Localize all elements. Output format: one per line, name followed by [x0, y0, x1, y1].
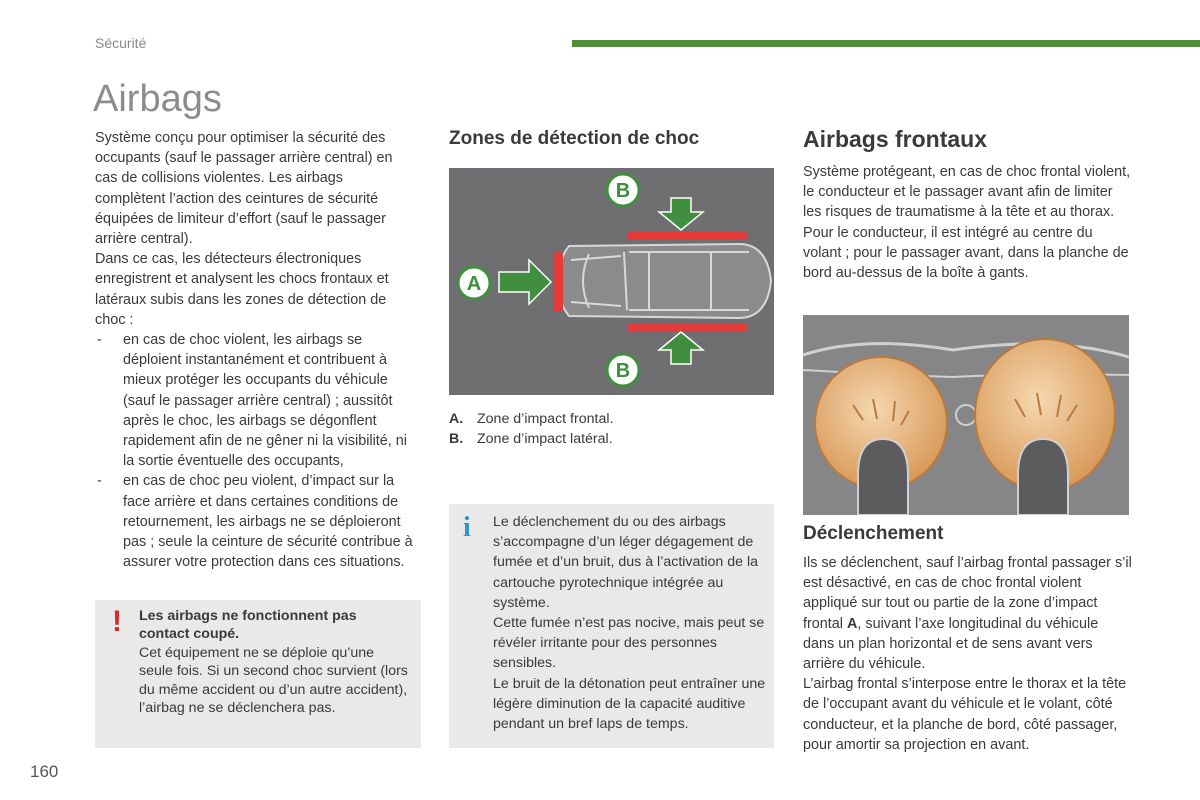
car-outline	[557, 244, 771, 318]
deployment-text-part-2: , suivant l’axe longitudinal du véhicule dans un plan horizontal et de sens avant vers arrière du véhicule.	[803, 615, 1099, 673]
list-item: - en cas de choc peu violent, d’impact sur la face arrière et dans certaines conditions de retournement, les airbags ne se déploieront pas ; seule la ceinture de sécurité contribue à assurer votre protection dans ces situations.	[95, 471, 413, 572]
page-number: 160	[30, 762, 59, 781]
info-icon: i	[463, 512, 471, 543]
warning-title: Les airbags ne fonctionnent pas contact coupé.	[139, 608, 357, 643]
zone-label-b-top	[607, 174, 639, 206]
zone-label-b-bottom-text: B	[615, 360, 631, 382]
legend-row-a	[449, 409, 769, 429]
impact-zones-diagram	[449, 168, 774, 395]
deployment-paragraph-1	[803, 553, 1133, 674]
intro-column	[95, 128, 413, 572]
section-title: Sécurité	[95, 35, 147, 51]
deployment-zone-a: A	[847, 615, 858, 632]
lateral-impact-zone-bottom	[627, 324, 747, 332]
zone-label-a	[458, 267, 490, 299]
warning-body: Cet équipement ne se déploie qu’une seule fois. Si un second choc survient (lors du même accident ou d’un autre accident), l’airbag ne se déclenchera pas.	[139, 644, 408, 717]
deployment-heading: Déclenchement	[803, 523, 944, 544]
zone-label-b-bottom	[607, 354, 639, 386]
legend-key-a: A.	[449, 411, 464, 427]
legend-key-b: B.	[449, 431, 464, 447]
warning-text	[139, 607, 409, 717]
warning-icon: !	[112, 605, 122, 638]
info-box	[449, 504, 774, 748]
deployed-airbags-illustration	[803, 315, 1129, 515]
deployment-paragraph-2: L’airbag frontal s’interpose entre le thorax et la tête de l’occupant avant du véhicule et le volant, côté conducteur, et la planche de bord, côté passager, pour amortir sa projection en avant.	[803, 676, 1127, 753]
car-top-view-illustration	[449, 168, 774, 395]
deployment-text-part-1: Ils se déclenchent, sauf l’airbag frontal passager s’il est désactivé, en cas de choc frontal violent appliqué sur tout ou partie de la zone d’impact frontal	[803, 555, 1132, 632]
legend-text-b: Zone d’impact latéral.	[477, 431, 613, 447]
legend-text-a: Zone d’impact frontal.	[477, 411, 614, 427]
frontal-airbags-heading: Airbags frontaux	[803, 126, 988, 152]
lateral-impact-zone-top	[627, 232, 747, 240]
legend-row-b	[449, 429, 769, 449]
warning-box	[95, 600, 421, 748]
deployment-text	[803, 553, 1133, 755]
info-text	[493, 512, 769, 734]
info-paragraph-2: Cette fumée n’est pas nocive, mais peut se révéler irritante pour des personnes sensibles.	[493, 615, 765, 672]
zones-heading: Zones de détection de choc	[449, 128, 700, 149]
frontal-paragraph-1: Système protégeant, en cas de choc frontal violent, le conducteur et le passager avant afin de limiter les risques de traumatisme à la tête et au thorax.	[803, 164, 1131, 221]
frontal-paragraph-2: Pour le conducteur, il est intégré au centre du volant ; pour le passager avant, dans la planche de bord au-dessus de la boîte à gants.	[803, 224, 1129, 282]
zone-label-a-text: A	[466, 273, 482, 295]
list-item: - en cas de choc violent, les airbags se déploient instantanément et contribuent à mieux protéger les occupants du véhicule (sauf le passager arrière central) ; aussitôt après le choc, les airbags se dégonflent rapidement afin de ne gêner ni la visibilité, ni la sortie éventuelle des occupants,	[95, 330, 413, 471]
intro-paragraph-2: Dans ce cas, les détecteurs électroniques enregistrent et analysent les chocs frontaux et latéraux subis dans les zones de détection de choc :	[95, 251, 389, 328]
frontal-airbags-text	[803, 162, 1133, 283]
header-accent-bar	[572, 40, 1200, 47]
frontal-impact-zone	[553, 252, 563, 312]
intro-bullet-list	[95, 330, 413, 572]
zone-label-b-top-text: B	[615, 180, 631, 202]
airbags-illustration	[803, 315, 1129, 515]
page-title: Airbags	[93, 78, 222, 120]
info-paragraph-3: Le bruit de la détonation peut entraîner une légère diminution de la capacité auditive pendant un bref laps de temps.	[493, 675, 766, 733]
zones-legend	[449, 409, 769, 449]
intro-paragraph-1: Système conçu pour optimiser la sécurité des occupants (sauf le passager arrière central) en cas de collisions violentes. Les airbags complètent l’action des ceintures de sécurité équipées de limiteur d’effort (sauf le passager arrière central).	[95, 130, 393, 248]
info-paragraph-1: Le déclenchement du ou des airbags s’accompagne d’un léger dégagement de fumée et d’un bruit, dus à l’activation de la cartouche pyrotechnique intégrée au système.	[493, 514, 758, 611]
